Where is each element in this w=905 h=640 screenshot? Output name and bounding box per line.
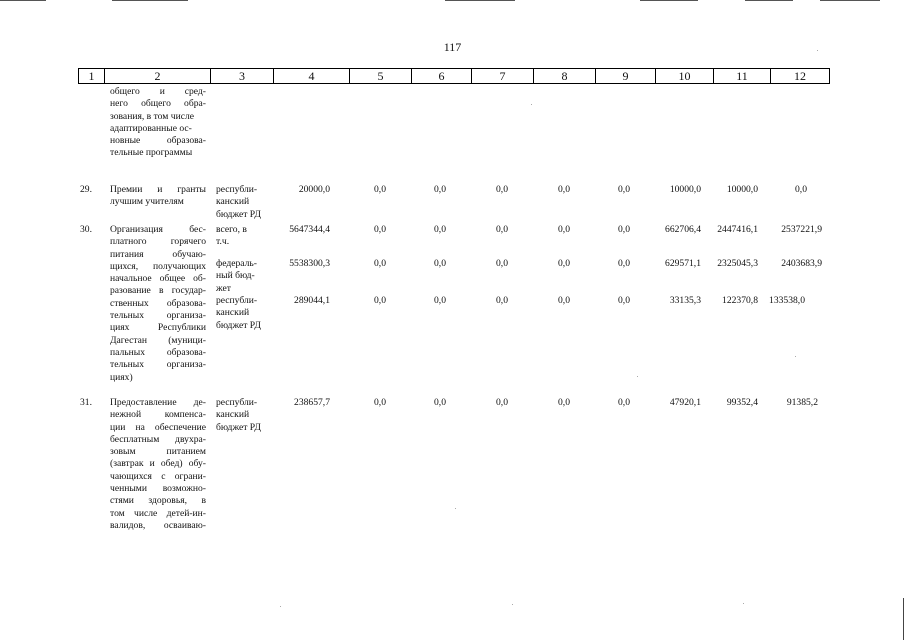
- source-line: канский: [216, 409, 250, 421]
- column-header: 1: [88, 69, 95, 83]
- value-cell: 662706,4: [665, 224, 701, 235]
- source-line: [216, 224, 266, 236]
- source-line: ный бюд-: [216, 270, 255, 282]
- scan-speck: [512, 604, 513, 605]
- row-description: [110, 224, 206, 384]
- scan-edge-line: [445, 0, 515, 1]
- description-line: лучшим учителям: [110, 196, 184, 208]
- value-cell: 0,0: [795, 184, 807, 195]
- value-cell: 0,0: [558, 397, 570, 408]
- value-cell: 47920,1: [669, 397, 701, 408]
- description-line: разование в государ-: [110, 285, 206, 297]
- source-line: канский: [216, 307, 250, 319]
- value-cell: 133538,0: [769, 295, 805, 306]
- value-cell: 0,0: [434, 295, 446, 306]
- description-line: питания обучаю-: [110, 248, 206, 260]
- description-line: циях): [110, 371, 133, 383]
- column-header: 11: [713, 69, 770, 83]
- scan-speck: [817, 50, 818, 51]
- value-cell: 5538300,3: [289, 258, 330, 269]
- funding-source: [216, 224, 266, 249]
- value-cell: 0,0: [558, 258, 570, 269]
- source-text: всего, в: [216, 224, 247, 235]
- description-line: ченными возможно-: [110, 483, 206, 495]
- description-line: Предоставление де-: [110, 397, 206, 408]
- value-cell: 20000,0: [298, 184, 330, 195]
- value-cell: 0,0: [434, 397, 446, 408]
- value-cell: 0,0: [496, 397, 508, 408]
- column-header: 2: [104, 69, 210, 83]
- scan-speck: [743, 603, 744, 604]
- description-line: том числе детей-ин-: [110, 507, 206, 519]
- description-line: него общего обра-: [110, 98, 206, 110]
- source-line: канский: [216, 196, 250, 208]
- value-cell: 0,0: [496, 224, 508, 235]
- source-line: бюджет РД: [216, 208, 261, 220]
- value-cell: 238657,7: [294, 397, 330, 408]
- column-header: 12: [770, 69, 829, 83]
- description-line: начальное общее об-: [110, 273, 206, 285]
- column-header: 4: [273, 69, 349, 83]
- row-number: 31.: [80, 397, 92, 408]
- value-cell: 629571,1: [665, 258, 701, 269]
- value-cell: 0,0: [496, 258, 508, 269]
- value-cell: 33135,3: [669, 295, 701, 306]
- scan-edge-line: [820, 0, 880, 1]
- description-line: циях Республики: [110, 322, 206, 334]
- description-line: пальных образова-: [110, 346, 206, 358]
- value-cell: 0,0: [618, 184, 630, 195]
- source-line: республи-: [216, 397, 258, 408]
- value-cell: 2537221,9: [781, 224, 822, 235]
- source-line: федераль-: [216, 258, 257, 269]
- source-line: республи-: [216, 184, 258, 195]
- value-cell: 0,0: [618, 258, 630, 269]
- column-header: 6: [411, 69, 471, 83]
- column-header: 7: [471, 69, 533, 83]
- funding-source: [216, 397, 266, 434]
- column-header: 8: [533, 69, 595, 83]
- description-line: Организация бес-: [110, 224, 206, 235]
- source-line: республи-: [216, 295, 258, 306]
- row-number: 29.: [80, 184, 92, 195]
- value-cell: 0,0: [374, 224, 386, 235]
- description-line: зовым питанием: [110, 446, 206, 458]
- value-cell: 10000,0: [726, 184, 758, 195]
- scan-edge-line: [640, 0, 698, 1]
- description-line: щихся, получающих: [110, 260, 206, 272]
- description-line: валидов, осваиваю-: [110, 519, 206, 531]
- description-line: зования, в том числе: [110, 110, 195, 122]
- scan-speck: [795, 356, 796, 357]
- carryover-description: [110, 86, 206, 160]
- source-line: бюджет РД: [216, 421, 261, 433]
- description-line: платного горячего: [110, 236, 206, 248]
- value-cell: 2403683,9: [781, 258, 822, 269]
- value-cell: 0,0: [558, 184, 570, 195]
- scan-edge-line: [745, 0, 793, 1]
- description-line: тельных организа-: [110, 310, 206, 322]
- value-cell: 2447416,1: [717, 224, 758, 235]
- source-line: т.ч.: [216, 236, 230, 248]
- value-cell: 0,0: [434, 224, 446, 235]
- scan-edge-line: [112, 0, 188, 1]
- description-line: общего и сред-: [110, 86, 206, 97]
- description-line: ции на обеспечение: [110, 421, 206, 433]
- funding-source: [216, 295, 266, 332]
- page-number: 117: [443, 40, 462, 54]
- scan-speck: [280, 606, 281, 607]
- description-line: (завтрак и обед) обу-: [110, 458, 206, 470]
- column-header: 10: [655, 69, 713, 83]
- description-line: бесплатным двухра-: [110, 433, 206, 445]
- value-cell: 0,0: [496, 184, 508, 195]
- row-description: [110, 397, 206, 532]
- value-cell: 0,0: [374, 397, 386, 408]
- value-cell: 0,0: [434, 184, 446, 195]
- source-line: жет: [216, 282, 231, 294]
- description-line: новные образова-: [110, 135, 206, 147]
- column-header-row: [78, 68, 830, 84]
- value-cell: 0,0: [558, 295, 570, 306]
- description-line: адаптированные ос-: [110, 122, 192, 134]
- row-number: 30.: [80, 224, 92, 235]
- source-line: бюджет РД: [216, 319, 261, 331]
- funding-source: [216, 258, 266, 295]
- value-cell: 0,0: [618, 295, 630, 306]
- scan-speck: [455, 508, 456, 509]
- value-cell: 122370,8: [722, 295, 758, 306]
- value-cell: 0,0: [374, 184, 386, 195]
- description-line: Премии и гранты: [110, 184, 206, 195]
- column-header: 5: [349, 69, 411, 83]
- description-line: тельных организа-: [110, 359, 206, 371]
- description-line: стями здоровья, в: [110, 495, 206, 507]
- scan-speck: [637, 376, 638, 377]
- value-cell: 0,0: [618, 224, 630, 235]
- funding-source: [216, 184, 266, 221]
- value-cell: 5647344,4: [289, 224, 330, 235]
- value-cell: 91385,2: [786, 397, 818, 408]
- value-cell: 0,0: [374, 295, 386, 306]
- value-cell: 99352,4: [726, 397, 758, 408]
- column-header: 3: [210, 69, 273, 83]
- scan-speck: [531, 104, 532, 105]
- description-line: тельные программы: [110, 147, 193, 159]
- scan-edge-line: [0, 0, 46, 1]
- value-cell: 289044,1: [294, 295, 330, 306]
- column-header: 9: [595, 69, 655, 83]
- value-cell: 0,0: [618, 397, 630, 408]
- description-line: ственных образова-: [110, 297, 206, 309]
- value-cell: 2325045,3: [717, 258, 758, 269]
- value-cell: 0,0: [374, 258, 386, 269]
- description-line: нежной компенса-: [110, 409, 206, 421]
- description-line: чающихся с ограни-: [110, 470, 206, 482]
- scan-edge-line: [903, 598, 904, 640]
- description-line: Дагестан (муници-: [110, 334, 206, 346]
- value-cell: 0,0: [496, 295, 508, 306]
- value-cell: 0,0: [558, 224, 570, 235]
- row-description: [110, 184, 206, 209]
- value-cell: 10000,0: [669, 184, 701, 195]
- value-cell: 0,0: [434, 258, 446, 269]
